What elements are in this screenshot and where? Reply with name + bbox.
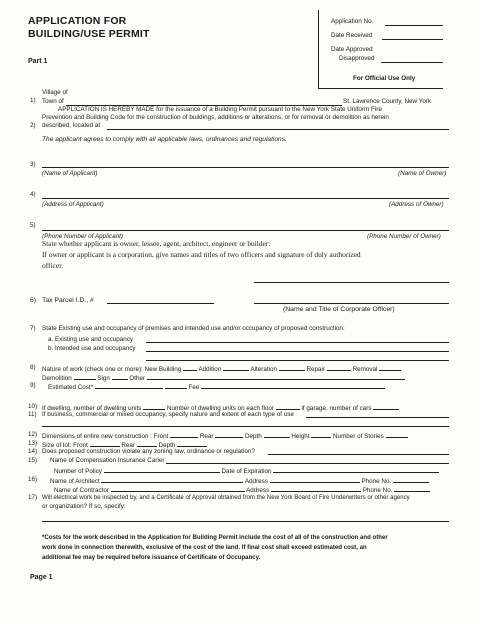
dwelling-units-label: If dwelling, number of dwelling units [42, 405, 142, 412]
new-building-label: New Building [144, 366, 182, 373]
electrical-inspection-question: Will electrical work be inspected by, and a Certificate of Approval obtained from the New York Board of Fire Underwriters or other agency [42, 494, 410, 501]
alteration-checkbox[interactable] [279, 364, 305, 371]
removal-checkbox[interactable] [379, 364, 401, 371]
repair-checkbox[interactable] [327, 364, 351, 371]
contractor-address-field[interactable] [271, 485, 361, 492]
date-approved-label: Date Approved [331, 46, 373, 53]
architect-address-label: Address [244, 478, 268, 485]
dimensions-rear-label: Rear [199, 433, 214, 440]
removal-label: Removal [352, 366, 378, 373]
estimated-cost-label: Estimated Cost* [48, 384, 94, 391]
cost-footnote-line3: additional fee may be required before issuance of Certificate of Occupancy. [42, 554, 261, 561]
address-of-owner-caption: (Address of Owner) [389, 201, 444, 208]
electrical-inspection-specify: or organization? If so, specify: [42, 503, 126, 510]
phone-of-applicant-caption: (Phone Number of Applicant) [42, 233, 123, 240]
dwelling-units-field[interactable] [143, 403, 165, 410]
item-number-4: 4) [30, 191, 36, 198]
item-number-11: 11) [28, 411, 37, 418]
sign-checkbox[interactable] [112, 373, 128, 380]
lot-rear-field[interactable] [137, 440, 157, 447]
item-number-13: 13) [28, 440, 38, 447]
business-use-field-continued[interactable] [42, 426, 449, 427]
dimensions-rear-field[interactable] [215, 431, 243, 438]
item-number-16: 16) [28, 476, 38, 483]
contractor-phone-field[interactable] [394, 485, 430, 492]
business-use-label: If business, commercial or mixed occupancy, specify nature and extent of each type of use [42, 411, 294, 418]
official-use-footer: For Official Use Only [353, 75, 416, 82]
existing-use-field[interactable] [146, 342, 449, 343]
item-number-7: 7) [30, 325, 36, 332]
units-per-floor-field[interactable] [276, 403, 300, 410]
intended-use-label: b. Intended use and occupancy [48, 345, 136, 352]
tax-parcel-label: Tax Parcel I.D., # [42, 297, 94, 304]
demolition-checkbox[interactable] [74, 373, 96, 380]
contractor-address-label: Address [246, 487, 270, 494]
lot-rear-label: Rear [121, 442, 136, 449]
new-building-checkbox[interactable] [183, 364, 197, 371]
dimensions-front-field[interactable] [170, 431, 198, 438]
item-number-14: 14) [28, 448, 38, 455]
item-number-1: 1) [30, 97, 36, 104]
cost-fee-row [48, 382, 385, 391]
nature-of-work-row [42, 364, 401, 373]
disapproved-label: Disapproved [339, 55, 375, 62]
phone-of-owner-caption: (Phone Number of Owner) [367, 233, 441, 240]
other-label: Other [129, 375, 146, 382]
corporate-officer-caption: (Name and Title of Corporate Officer) [283, 306, 395, 313]
applicant-owner-name-field[interactable] [42, 167, 449, 168]
corporate-officer-name-field[interactable] [254, 303, 449, 304]
date-received-label: Date Received [331, 32, 373, 39]
item-number-17: 17) [28, 494, 38, 501]
garage-cars-label: if garage, number of cars [301, 405, 372, 412]
architect-name-field[interactable] [101, 476, 243, 483]
cost-footnote-line2: work done in connection therewith, exclusive of the cost of the land. If final cost shall exceed estimated cost, an [42, 544, 367, 551]
architect-phone-label: Phone No. [361, 478, 392, 485]
applicant-agreement: The applicant agrees to comply with all applicable laws, ordinances and regulations. [42, 136, 287, 143]
application-no-field[interactable] [385, 25, 443, 26]
item-number-15: 15) [28, 457, 38, 464]
applicant-owner-phone-field[interactable] [42, 230, 449, 231]
corporation-officers-instruction: If owner or applicant is a corporation, give names and titles of two officers and signature of duly authorized [42, 250, 361, 259]
dimensions-height-label: Height [291, 433, 310, 440]
page-number: Page 1 [30, 574, 53, 581]
units-per-floor-label: Number of dwelling units on each floor [166, 405, 275, 412]
estimated-cost-field[interactable] [95, 382, 163, 389]
use-occupancy-question: State Existing use and occupancy of premises and intended use and/or occupancy of proposed construction: [42, 325, 345, 332]
electrical-inspection-field[interactable] [42, 521, 449, 522]
insurance-carrier-field[interactable] [166, 463, 449, 464]
form-title-line2: BUILDING/USE PERMIT [28, 28, 150, 40]
contractor-row [54, 485, 430, 494]
architect-name-label: Name of Architect [50, 478, 100, 485]
contractor-phone-label: Phone No. [362, 487, 393, 494]
addition-checkbox[interactable] [223, 364, 249, 371]
contractor-name-field[interactable] [111, 485, 245, 492]
expiration-date-field[interactable] [273, 466, 439, 473]
architect-row [50, 476, 429, 485]
zoning-field[interactable] [268, 454, 449, 455]
stories-field[interactable] [386, 431, 408, 438]
architect-phone-field[interactable] [393, 476, 429, 483]
lot-depth-field[interactable] [177, 440, 207, 447]
village-label: Village of [42, 89, 68, 96]
dimensions-height-field[interactable] [311, 431, 331, 438]
insurance-carrier-label: Name of Compensation Insurance Carier [50, 457, 165, 464]
policy-number-field[interactable] [104, 466, 220, 473]
other-work-field[interactable] [147, 373, 405, 380]
repair-label: Repair [306, 366, 326, 373]
architect-address-field[interactable] [270, 476, 360, 483]
cost-footnote-line1: *Costs for the work described in the Application for Building Permit include the cost of all of the construction and other [42, 534, 388, 541]
existing-use-label: a. Existing use and occupancy [48, 336, 134, 343]
policy-number-label: Number of Policy [54, 468, 102, 475]
item-number-9: 9) [30, 382, 36, 389]
estimated-cost-field-extra[interactable] [165, 382, 187, 389]
application-no-label: Application No. [331, 18, 374, 25]
item-number-10: 10) [28, 403, 38, 410]
lot-front-label: Size of lot: Front [42, 442, 88, 449]
application-statement-line1: APPLICATION IS HEREBY MADE for the issuance of a Building Permit pursuant to the New York State Uniform Fire [58, 106, 382, 113]
name-of-applicant-caption: (Name of Applicant) [42, 170, 98, 177]
sign-label: Sign [97, 375, 110, 382]
item-number-3: 3) [30, 161, 36, 168]
dimensions-depth-field[interactable] [264, 431, 290, 438]
zoning-question: Does proposed construction violate any zoning law, ordinance or regulation? [42, 448, 255, 455]
lot-front-field[interactable] [90, 440, 120, 447]
demolition-label: Demolition [42, 375, 72, 382]
disapproved-field[interactable] [381, 62, 443, 63]
address-of-applicant-caption: (Address of Applicant) [42, 201, 104, 208]
item-number-5: 5) [30, 222, 36, 229]
applicant-role-question: State whether applicant is owner, lessee, agent, architect, engineer or builder: [42, 239, 271, 248]
officer-word: officer. [42, 261, 63, 270]
alteration-label: Alteration [250, 366, 277, 373]
fee-label: Fee [188, 384, 200, 391]
business-use-field[interactable] [306, 417, 449, 418]
location-field[interactable] [107, 129, 449, 130]
corporate-officer-signature-field[interactable] [254, 282, 449, 283]
dimensions-depth-label: Depth [245, 433, 262, 440]
date-received-field[interactable] [382, 39, 443, 40]
stories-label: Number of Stories [333, 433, 384, 440]
expiration-date-label: Date of Expiration [221, 468, 272, 475]
town-label: Town of [42, 98, 64, 105]
item-number-8: 8) [30, 364, 36, 371]
part-label: Part 1 [28, 58, 48, 65]
policy-row [54, 466, 439, 475]
name-of-owner-caption: (Name of Owner) [398, 170, 447, 177]
intended-use-field-continued[interactable] [146, 360, 449, 361]
intended-use-field[interactable] [146, 351, 449, 352]
described-located-label: described, located at [42, 122, 101, 129]
dimensions-row [42, 431, 408, 440]
county-label: St. Lawrence County, New York [343, 98, 432, 105]
nature-of-work-label: Nature of work (check one or more): [42, 366, 143, 373]
fee-field[interactable] [201, 382, 385, 389]
item-number-6: 6) [30, 297, 37, 304]
item-number-12: 12) [28, 431, 38, 438]
dimensions-front-label: Dimensions of entire new construction : Front [42, 433, 169, 440]
garage-cars-field[interactable] [373, 403, 399, 410]
contractor-name-label: Name of Contractor [54, 487, 109, 494]
tax-parcel-field[interactable] [107, 303, 214, 304]
item-number-2: 2) [30, 122, 36, 129]
addition-label: Addition [198, 366, 222, 373]
form-title-line1: APPLICATION FOR [28, 15, 127, 27]
application-statement-line2: Prevention and Building Code for the construction of buildings, additions or alterations, or for removal or demolition as herein [42, 114, 389, 121]
lot-depth-label: Depth [158, 442, 176, 449]
applicant-owner-address-field[interactable] [42, 198, 449, 199]
work-type-row-2 [42, 373, 405, 382]
